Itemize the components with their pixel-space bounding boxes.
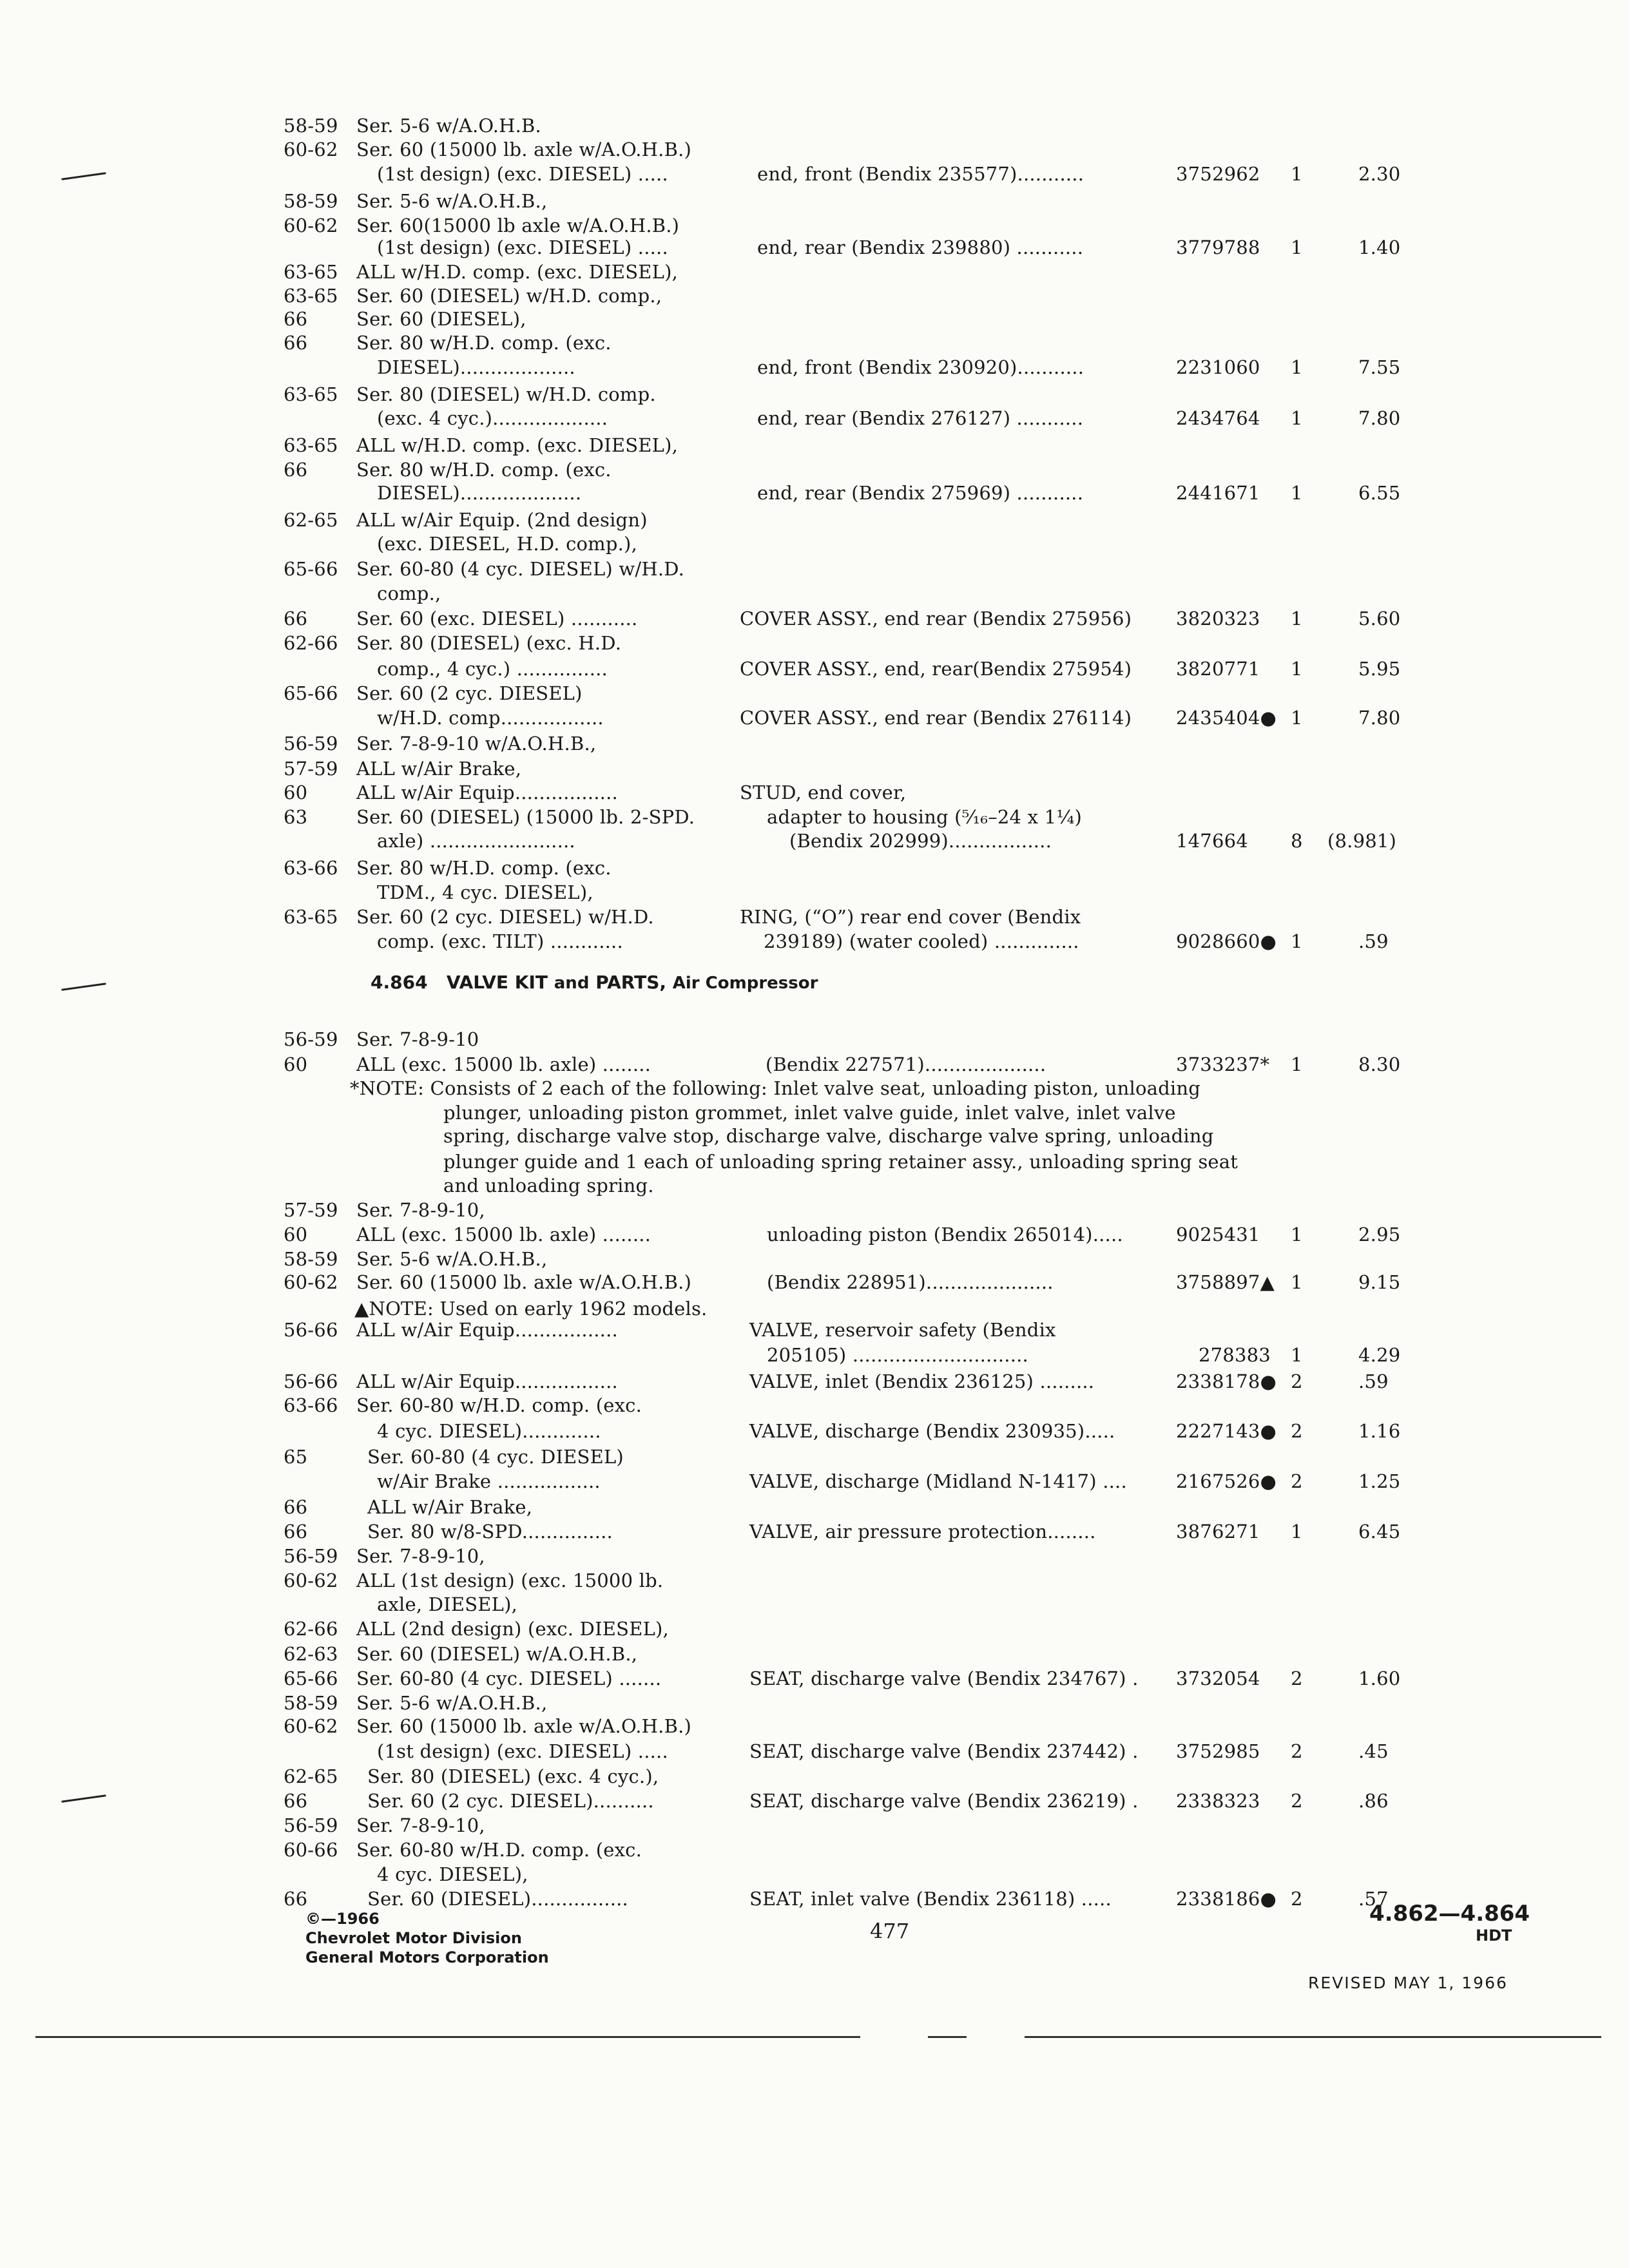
binder-mark xyxy=(61,1794,106,1803)
application-text: ALL w/Air Brake, xyxy=(367,1496,533,1518)
application-text: DIESEL).................... xyxy=(377,482,582,504)
application-text: (1st design) (exc. DIESEL) ..... xyxy=(377,1740,668,1762)
model-years: 60-62 xyxy=(284,1570,338,1591)
application-text: (exc. DIESEL, H.D. comp.), xyxy=(377,533,637,555)
model-years: 66 xyxy=(284,332,308,354)
part-number: 2435404● xyxy=(1176,707,1277,729)
application-text: ALL w/Air Equip. (2nd design) xyxy=(356,509,648,531)
application-text: Ser. 60 (15000 lb. axle w/A.O.H.B.) xyxy=(356,1271,692,1293)
application-text: ALL (exc. 15000 lb. axle) ........ xyxy=(356,1053,651,1075)
series-code: HDT xyxy=(1476,1927,1512,1945)
price: 1.60 xyxy=(1358,1667,1401,1689)
price: 9.15 xyxy=(1358,1271,1401,1293)
model-years: 60-62 xyxy=(284,215,338,236)
section-parts: PARTS, xyxy=(595,972,667,993)
model-years: 57-59 xyxy=(284,1199,338,1221)
price: 7.80 xyxy=(1358,407,1401,429)
application-text: Ser. 5-6 w/A.O.H.B., xyxy=(356,1692,548,1714)
application-text: Ser. 7-8-9-10, xyxy=(356,1814,485,1836)
part-number: 3732054 xyxy=(1176,1667,1260,1689)
model-years: 58-59 xyxy=(284,1248,338,1270)
model-years: 56-59 xyxy=(284,1814,338,1836)
quantity: 2 xyxy=(1291,1667,1303,1689)
application-text: ALL w/Air Equip................. xyxy=(356,1319,618,1341)
model-years: 66 xyxy=(284,459,308,481)
quantity: 1 xyxy=(1291,1053,1303,1075)
part-number: 147664 xyxy=(1176,830,1248,852)
part-description: 239189) (water cooled) .............. xyxy=(764,930,1079,952)
application-text: (1st design) (exc. DIESEL) ..... xyxy=(377,236,668,258)
part-description: STUD, end cover, xyxy=(740,782,907,803)
model-years: 62-65 xyxy=(284,509,338,531)
price: .45 xyxy=(1358,1740,1389,1762)
price: 1.16 xyxy=(1358,1420,1401,1442)
model-years: 60 xyxy=(284,1053,308,1075)
model-years: 63-65 xyxy=(284,434,338,456)
application-text: Ser. 60 (15000 lb. axle w/A.O.H.B.) xyxy=(356,139,692,160)
application-text: axle) ........................ xyxy=(377,830,575,852)
application-text: DIESEL)................... xyxy=(377,356,575,378)
page-number: 477 xyxy=(870,1919,910,1943)
part-description: end, rear (Bendix 275969) ........... xyxy=(757,482,1084,504)
application-text: Ser. 60 (2 cyc. DIESEL).......... xyxy=(367,1790,654,1812)
quantity: 2 xyxy=(1291,1370,1303,1392)
part-number: 9025431 xyxy=(1176,1224,1260,1245)
part-number: 2167526● xyxy=(1176,1470,1277,1492)
part-number: 2338178● xyxy=(1176,1370,1277,1392)
application-text: Ser. 60 (15000 lb. axle w/A.O.H.B.) xyxy=(356,1715,692,1737)
price: 5.60 xyxy=(1358,608,1401,629)
part-description: COVER ASSY., end, rear(Bendix 275954) xyxy=(740,658,1132,680)
section-range: 4.862—4.864 xyxy=(1369,1901,1530,1927)
model-years: 56-66 xyxy=(284,1319,338,1341)
part-number: 3876271 xyxy=(1176,1521,1260,1542)
application-text: Ser. 60-80 (4 cyc. DIESEL) w/H.D. xyxy=(356,558,685,580)
quantity: 1 xyxy=(1291,236,1303,258)
part-description: SEAT, discharge valve (Bendix 234767) . xyxy=(749,1667,1139,1689)
application-text: 4 cyc. DIESEL), xyxy=(377,1863,528,1885)
binder-mark xyxy=(61,172,106,180)
quantity: 1 xyxy=(1291,1344,1303,1366)
price: .59 xyxy=(1358,930,1389,952)
section-heading xyxy=(371,972,818,993)
application-text: Ser. 5-6 w/A.O.H.B., xyxy=(356,1248,548,1270)
price: .86 xyxy=(1358,1790,1389,1812)
price: 7.80 xyxy=(1358,707,1401,729)
application-text: (exc. 4 cyc.)................... xyxy=(377,407,608,429)
quantity: 1 xyxy=(1291,407,1303,429)
quantity: 1 xyxy=(1291,1521,1303,1542)
model-years: 66 xyxy=(284,1888,308,1910)
application-text: Ser. 80 (DIESEL) w/H.D. comp. xyxy=(356,383,656,405)
application-text: w/H.D. comp................. xyxy=(377,707,604,729)
price: .59 xyxy=(1358,1370,1389,1392)
application-text: ALL w/H.D. comp. (exc. DIESEL), xyxy=(356,434,679,456)
model-years: 66 xyxy=(284,608,308,629)
bottom-rule-mid xyxy=(928,2036,967,2038)
part-number: 2441671 xyxy=(1176,482,1260,504)
application-text: Ser. 5-6 w/A.O.H.B. xyxy=(356,115,541,137)
part-number: 2434764 xyxy=(1176,407,1260,429)
part-number: 278383 xyxy=(1199,1344,1271,1366)
price: .57 xyxy=(1358,1888,1389,1910)
application-text: ▲NOTE: Used on early 1962 models. xyxy=(354,1298,708,1320)
quantity: 2 xyxy=(1291,1470,1303,1492)
application-text: Ser. 60 (DIESEL), xyxy=(356,308,526,330)
part-description: end, front (Bendix 235577)........... xyxy=(757,163,1084,185)
model-years: 65 xyxy=(284,1446,308,1468)
model-years: 63-66 xyxy=(284,1394,338,1416)
division-name: Chevrolet Motor Division xyxy=(305,1929,522,1947)
application-text: Ser. 60(15000 lb axle w/A.O.H.B.) xyxy=(356,215,680,236)
quantity: 1 xyxy=(1291,163,1303,185)
part-description: SEAT, discharge valve (Bendix 237442) . xyxy=(749,1740,1139,1762)
application-text: TDM., 4 cyc. DIESEL), xyxy=(377,881,593,903)
model-years: 62-63 xyxy=(284,1643,338,1665)
application-text: Ser. 60 (DIESEL) (15000 lb. 2-SPD. xyxy=(356,806,695,828)
part-number: 3820323 xyxy=(1176,608,1260,629)
application-text: ALL w/Air Brake, xyxy=(356,758,522,780)
quantity: 1 xyxy=(1291,930,1303,952)
part-description: SEAT, inlet valve (Bendix 236118) ..... xyxy=(749,1888,1112,1910)
model-years: 62-66 xyxy=(284,632,338,654)
application-text: axle, DIESEL), xyxy=(377,1593,518,1615)
application-text: Ser. 60 (2 cyc. DIESEL) xyxy=(356,682,583,704)
model-years: 65-66 xyxy=(284,682,338,704)
bottom-rule-right xyxy=(1025,2036,1601,2038)
application-text: Ser. 80 (DIESEL) (exc. H.D. xyxy=(356,632,622,654)
part-description: VALVE, discharge (Midland N-1417) .... xyxy=(749,1470,1127,1492)
section-subtitle: Air Compressor xyxy=(672,974,818,993)
model-years: 65-66 xyxy=(284,558,338,580)
part-number: 2227143● xyxy=(1176,1420,1277,1442)
application-text: Ser. 60 (exc. DIESEL) ........... xyxy=(356,608,638,629)
application-text: ALL w/Air Equip................. xyxy=(356,1370,618,1392)
model-years: 66 xyxy=(284,1496,308,1518)
application-text: w/Air Brake ................. xyxy=(377,1470,601,1492)
part-description: VALVE, reservoir safety (Bendix xyxy=(749,1319,1056,1341)
part-number: 2338186● xyxy=(1176,1888,1277,1910)
application-text: and unloading spring. xyxy=(443,1175,654,1196)
application-text: Ser. 60 (DIESEL)................ xyxy=(367,1888,628,1910)
model-years: 63-65 xyxy=(284,383,338,405)
quantity: 1 xyxy=(1291,1224,1303,1245)
part-number: 2338323 xyxy=(1176,1790,1260,1812)
binder-mark xyxy=(61,983,106,991)
model-years: 60-62 xyxy=(284,1271,338,1293)
application-text: Ser. 80 (DIESEL) (exc. 4 cyc.), xyxy=(367,1765,659,1787)
model-years: 60-62 xyxy=(284,1715,338,1737)
application-text: Ser. 60 (DIESEL) w/A.O.H.B., xyxy=(356,1643,638,1665)
application-text: ALL (exc. 15000 lb. axle) ........ xyxy=(356,1224,651,1245)
model-years: 58-59 xyxy=(284,1692,338,1714)
corporation-name: General Motors Corporation xyxy=(305,1948,549,1966)
model-years: 66 xyxy=(284,1521,308,1542)
price: 5.95 xyxy=(1358,658,1401,680)
part-number: 3752985 xyxy=(1176,1740,1260,1762)
part-description: VALVE, air pressure protection........ xyxy=(749,1521,1096,1542)
quantity: 1 xyxy=(1291,482,1303,504)
application-text: Ser. 7-8-9-10, xyxy=(356,1199,485,1221)
part-description: COVER ASSY., end rear (Bendix 276114) xyxy=(740,707,1132,729)
model-years: 56-59 xyxy=(284,1028,338,1050)
application-text: Ser. 60 (2 cyc. DIESEL) w/H.D. xyxy=(356,906,654,928)
model-years: 62-66 xyxy=(284,1618,338,1640)
model-years: 63-65 xyxy=(284,285,338,307)
model-years: 62-65 xyxy=(284,1765,338,1787)
price: 1.25 xyxy=(1358,1470,1401,1492)
application-text: plunger, unloading piston grommet, inlet valve guide, inlet valve, inlet valve xyxy=(443,1102,1176,1124)
model-years: 56-66 xyxy=(284,1370,338,1392)
application-text: plunger guide and 1 each of unloading spring retainer assy., unloading spring seat xyxy=(443,1151,1239,1173)
application-text: Ser. 80 w/8-SPD............... xyxy=(367,1521,613,1542)
part-number: 3758897▲ xyxy=(1176,1271,1275,1293)
part-number: 3779788 xyxy=(1176,236,1260,258)
quantity: 1 xyxy=(1291,707,1303,729)
model-years: 57-59 xyxy=(284,758,338,780)
quantity: 1 xyxy=(1291,608,1303,629)
part-number: 3752962 xyxy=(1176,163,1260,185)
application-text: Ser. 7-8-9-10 w/A.O.H.B., xyxy=(356,733,597,754)
price: 6.45 xyxy=(1358,1521,1401,1542)
application-text: comp., 4 cyc.) ............... xyxy=(377,658,608,680)
quantity: 1 xyxy=(1291,356,1303,378)
model-years: 60-62 xyxy=(284,139,338,160)
application-text: comp., xyxy=(377,582,441,604)
quantity: 2 xyxy=(1291,1420,1303,1442)
quantity: 2 xyxy=(1291,1740,1303,1762)
model-years: 58-59 xyxy=(284,115,338,137)
quantity: 1 xyxy=(1291,1271,1303,1293)
model-years: 63-65 xyxy=(284,906,338,928)
application-text: ALL (1st design) (exc. 15000 lb. xyxy=(356,1570,664,1591)
model-years: 63-65 xyxy=(284,261,338,283)
section-number: 4.864 xyxy=(371,972,428,993)
application-text: spring, discharge valve stop, discharge valve, discharge valve spring, unloading xyxy=(443,1125,1214,1147)
application-text: Ser. 80 w/H.D. comp. (exc. xyxy=(356,332,612,354)
part-number: 2231060 xyxy=(1176,356,1260,378)
copyright: ©—1966 xyxy=(305,1910,380,1928)
model-years: 60-66 xyxy=(284,1839,338,1861)
application-text: Ser. 60-80 w/H.D. comp. (exc. xyxy=(356,1839,642,1861)
part-description: end, front (Bendix 230920)........... xyxy=(757,356,1084,378)
price: 6.55 xyxy=(1358,482,1401,504)
quantity: 8 xyxy=(1291,830,1303,852)
model-years: 66 xyxy=(284,308,308,330)
part-description: (Bendix 228951)..................... xyxy=(767,1271,1054,1293)
section-and: and xyxy=(554,974,590,993)
price: 8.30 xyxy=(1358,1053,1401,1075)
part-description: (Bendix 202999)................. xyxy=(789,830,1052,852)
model-years: 65-66 xyxy=(284,1667,338,1689)
part-description: 205105) ............................. xyxy=(767,1344,1028,1366)
quantity: 2 xyxy=(1291,1888,1303,1910)
revision-date: REVISED MAY 1, 1966 xyxy=(1308,1974,1508,1992)
application-text: (1st design) (exc. DIESEL) ..... xyxy=(377,163,668,185)
application-text: 4 cyc. DIESEL)............. xyxy=(377,1420,601,1442)
model-years: 63 xyxy=(284,806,308,828)
application-text: ALL w/Air Equip................. xyxy=(356,782,618,803)
price: 4.29 xyxy=(1358,1344,1401,1366)
model-years: 56-59 xyxy=(284,1545,338,1567)
model-years: 66 xyxy=(284,1790,308,1812)
price: 1.40 xyxy=(1358,236,1401,258)
part-description: end, rear (Bendix 239880) ........... xyxy=(757,236,1084,258)
application-text: Ser. 60-80 w/H.D. comp. (exc. xyxy=(356,1394,642,1416)
quantity: 1 xyxy=(1291,658,1303,680)
application-text: Ser. 7-8-9-10, xyxy=(356,1545,485,1567)
model-years: 60 xyxy=(284,1224,308,1245)
part-description: VALVE, inlet (Bendix 236125) ......... xyxy=(749,1370,1095,1392)
application-text: ALL w/H.D. comp. (exc. DIESEL), xyxy=(356,261,679,283)
publisher-block xyxy=(305,1909,549,1967)
application-text: Ser. 7-8-9-10 xyxy=(356,1028,479,1050)
model-years: 56-59 xyxy=(284,733,338,754)
part-number: 3733237* xyxy=(1176,1053,1270,1075)
application-text: Ser. 60-80 (4 cyc. DIESEL) xyxy=(367,1446,624,1468)
model-years: 58-59 xyxy=(284,190,338,212)
application-text: ALL (2nd design) (exc. DIESEL), xyxy=(356,1618,669,1640)
application-text: *NOTE: Consists of 2 each of the following: Inlet valve seat, unloading piston, unloading xyxy=(350,1077,1201,1099)
bottom-rule-left xyxy=(35,2036,860,2038)
application-text: Ser. 5-6 w/A.O.H.B., xyxy=(356,190,548,212)
model-years: 63-66 xyxy=(284,857,338,879)
part-number: 9028660● xyxy=(1176,930,1277,952)
application-text: comp. (exc. TILT) ............ xyxy=(377,930,623,952)
part-description: end, rear (Bendix 276127) ........... xyxy=(757,407,1084,429)
section-title: VALVE KIT xyxy=(446,972,548,993)
application-text: Ser. 60-80 (4 cyc. DIESEL) ....... xyxy=(356,1667,662,1689)
model-years: 60 xyxy=(284,782,308,803)
part-description: (Bendix 227571).................... xyxy=(766,1053,1046,1075)
price: 2.30 xyxy=(1358,163,1401,185)
part-description: SEAT, discharge valve (Bendix 236219) . xyxy=(749,1790,1139,1812)
application-text: Ser. 80 w/H.D. comp. (exc. xyxy=(356,857,612,879)
price: 2.95 xyxy=(1358,1224,1401,1245)
application-text: Ser. 60 (DIESEL) w/H.D. comp., xyxy=(356,285,662,307)
part-description: unloading piston (Bendix 265014)..... xyxy=(767,1224,1123,1245)
part-description: adapter to housing (⁵⁄₁₆–24 x 1¼) xyxy=(767,806,1083,828)
part-number: 3820771 xyxy=(1176,658,1260,680)
price: (8.981) xyxy=(1327,830,1397,852)
part-description: COVER ASSY., end rear (Bendix 275956) xyxy=(740,608,1132,629)
part-description: VALVE, discharge (Bendix 230935)..... xyxy=(749,1420,1115,1442)
application-text: Ser. 80 w/H.D. comp. (exc. xyxy=(356,459,612,481)
part-description: RING, (“O”) rear end cover (Bendix xyxy=(740,906,1081,928)
price: 7.55 xyxy=(1358,356,1401,378)
quantity: 2 xyxy=(1291,1790,1303,1812)
